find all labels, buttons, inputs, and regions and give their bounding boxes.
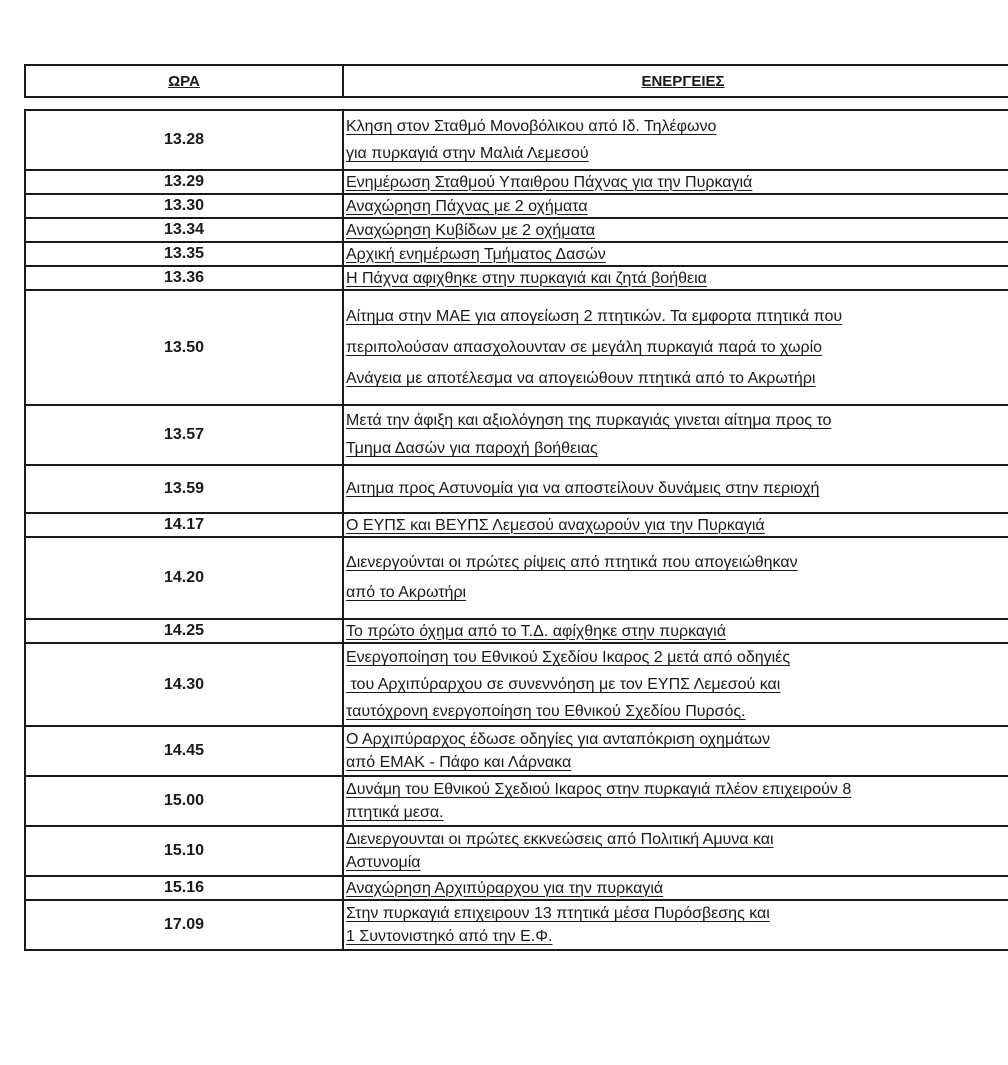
action-line: Αναχώρηση Πάχνας με 2 οχήματα [346,197,588,215]
action-line: Αίτημα στην ΜΑΕ για απογείωση 2 πτητικών. Τα εμφορτα πτητικά που [346,308,843,325]
table-row [25,242,1008,266]
action-cell [343,537,1008,619]
time-cell: 13.59 [25,465,343,513]
action-line: Ενημέρωση Σταθμού Υπαιθρου Πάχνας για την Πυρκαγιά [346,173,753,191]
action-line: από ΕΜΑΚ - Πάφο και Λάρνακα [346,754,572,771]
table-row [25,537,1008,619]
action-line: 1 Συντονιστηκό από την Ε.Φ. [346,928,553,945]
action-cell [343,405,1008,465]
table-row [25,726,1008,776]
action-cell [343,776,1008,826]
action-cell [343,170,1008,194]
time-cell: 13.35 [25,242,343,266]
action-line: ταυτόχρονη ενεργοποίηση του Εθνικού Σχεδίου Πυρσός. [346,703,746,720]
time-cell: 14.30 [25,643,343,726]
action-line: περιπολούσαν απασχολουνταν σε μεγάλη πυρκαγιά παρά το χωρίο [346,339,823,356]
action-line: Αρχική ενημέρωση Τμήματος Δασών [346,245,606,263]
table-row [25,826,1008,876]
action-line: Αναχώρηση Κυβίδων με 2 οχήματα [346,221,596,239]
action-cell [343,513,1008,537]
action-line: Αστυνομία [346,854,421,871]
action-line: για πυρκαγιά στην Μαλιά Λεμεσού [346,145,589,162]
action-cell [343,726,1008,776]
table-row [25,110,1008,170]
action-cell [343,900,1008,950]
time-cell: 14.20 [25,537,343,619]
table-row [25,513,1008,537]
table-row [25,290,1008,405]
time-cell: 17.09 [25,900,343,950]
events-table [24,109,1008,951]
time-cell: 13.30 [25,194,343,218]
action-cell [343,826,1008,876]
action-cell [343,110,1008,170]
table-row [25,876,1008,900]
action-line: Το πρώτο όχημα από το Τ.Δ. αφίχθηκε στην πυρκαγιά [346,622,726,640]
time-cell: 13.29 [25,170,343,194]
table-row [25,465,1008,513]
time-column-header: ΩΡΑ [25,65,343,97]
action-line: Διενεργουνται οι πρώτες εκκνεώσεις από Πολιτική Αμυνα και [346,831,774,848]
time-cell: 15.10 [25,826,343,876]
time-cell: 13.57 [25,405,343,465]
action-line: Η Πάχνα αφιχθηκε στην πυρκαγιά και ζητά βοήθεια [346,269,707,287]
action-line: Κληση στον Σταθμό Μονοβόλικου από Ιδ. Τηλέφωνο [346,118,717,135]
action-line: από το Ακρωτήρι [346,584,467,601]
table-row [25,900,1008,950]
action-line: Τμημα Δασών για παροχή βοήθειας [346,440,598,457]
table-row [25,405,1008,465]
table-row [25,643,1008,726]
table-row [25,619,1008,643]
time-cell: 13.28 [25,110,343,170]
action-line: Μετά την άφιξη και αξιολόγηση της πυρκαγιάς γινεται αίτημα προς το [346,412,832,429]
action-cell [343,242,1008,266]
time-cell: 13.36 [25,266,343,290]
table-row [25,266,1008,290]
time-cell: 14.45 [25,726,343,776]
table-row [25,218,1008,242]
action-line: Ο Αρχιπύραρχος έδωσε οδηγίες για ανταπόκριση οχημάτων [346,731,771,748]
action-line: Δυνάμη του Εθνικού Σχεδιού Ικαρος στην πυρκαγιά πλέον επιχειρούν 8 [346,781,852,798]
action-line: Ο ΕΥΠΣ και ΒΕΥΠΣ Λεμεσού αναχωρούν για την Πυρκαγιά [346,516,765,534]
time-cell: 15.00 [25,776,343,826]
time-cell: 14.17 [25,513,343,537]
time-cell: 14.25 [25,619,343,643]
time-cell: 13.50 [25,290,343,405]
action-cell [343,290,1008,405]
action-line: Ανάγεια με αποτέλεσμα να απογειώθουν πτητικά από το Ακρωτήρι [346,370,816,387]
action-cell [343,218,1008,242]
table-header [24,64,1008,98]
table-row [25,194,1008,218]
action-cell [343,194,1008,218]
action-line: Αιτημα προς Αστυνομία για να αποστείλουν δυνάμεις στην περιοχή [346,480,820,497]
actions-column-header: ΕΝΕΡΓΕΙΕΣ [343,65,1008,97]
action-line: Διενεργούνται οι πρώτες ρίψεις από πτητικά που απογειώθηκαν [346,554,798,571]
action-line: πτητικά μεσα. [346,804,444,821]
action-line: του Αρχιπύραρχου σε συνεννόηση με τον ΕΥΠΣ Λεμεσού και [346,676,781,693]
time-cell: 13.34 [25,218,343,242]
table-row [25,170,1008,194]
action-cell [343,876,1008,900]
time-cell: 15.16 [25,876,343,900]
action-cell [343,465,1008,513]
action-line: Στην πυρκαγιά επιχειρουν 13 πτητικά μέσα Πυρόσβεσης και [346,905,770,922]
action-cell [343,266,1008,290]
action-cell [343,643,1008,726]
action-cell [343,619,1008,643]
action-line: Ενεργοποίηση του Εθνικού Σχεδίου Ικαρος 2 μετά από οδηγιές [346,649,791,666]
action-line: Αναχώρηση Αρχιπύραρχου για την πυρκαγιά [346,879,664,897]
table-row [25,776,1008,826]
